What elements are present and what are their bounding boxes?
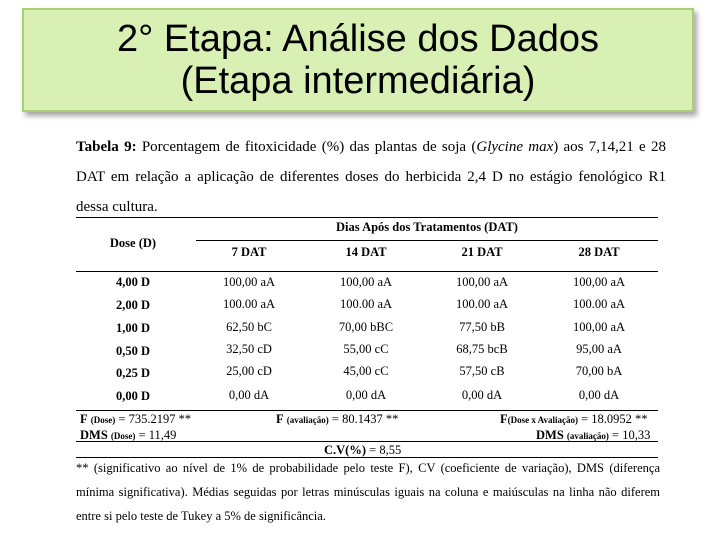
caption-text-after: ) aos 7,14,21 e 28 DAT em relação a aplicação de diferentes doses do herbicida 2,4 D no estágio fenológico R1 dessa cultura. bbox=[76, 139, 666, 215]
table-row-dose: 0,25 D bbox=[115, 366, 151, 380]
f-interaction-sub: (Dose x Avaliação) bbox=[507, 415, 578, 425]
table-cell: 32,50 cD bbox=[226, 342, 272, 356]
table-row-dose: 0,00 D bbox=[115, 389, 151, 403]
table-group-rule bbox=[196, 240, 658, 241]
table-row-dose: 1,00 D bbox=[115, 321, 151, 335]
f-interaction-label: F bbox=[500, 412, 508, 426]
column-header-14dat: 14 DAT bbox=[345, 245, 387, 259]
f-dose-stat bbox=[80, 412, 191, 427]
column-header-21dat: 21 DAT bbox=[461, 245, 503, 259]
table-header-rule bbox=[76, 271, 658, 272]
table-cell: 62,50 bC bbox=[226, 320, 272, 334]
table-cell: 70,00 bBC bbox=[338, 320, 394, 334]
table-cell: 0,00 dA bbox=[461, 388, 503, 402]
f-dose-sub: (Dose) bbox=[90, 415, 116, 425]
table-cell: 0,00 dA bbox=[345, 388, 387, 402]
dms-dose-label: DMS bbox=[80, 428, 108, 442]
caption-label: Tabela 9: bbox=[76, 139, 137, 155]
column-header-7dat: 7 DAT bbox=[231, 245, 267, 259]
dat-group-header: Dias Após dos Tratamentos (DAT) bbox=[336, 220, 518, 234]
table-cell: 25,00 cD bbox=[226, 364, 272, 378]
dms-avaliacao-value: = 10,33 bbox=[612, 428, 651, 442]
table-bottom-rule bbox=[76, 410, 658, 411]
table-row-dose: 2,00 D bbox=[115, 298, 151, 312]
table-cell: 55,00 cC bbox=[343, 342, 389, 356]
table-cell: 100.00 aA bbox=[339, 297, 393, 311]
caption-text-before: Porcentagem de fitoxicidade (%) das plantas de soja ( bbox=[136, 139, 477, 155]
table-cell: 100,00 aA bbox=[572, 275, 626, 289]
f-dose-label: F bbox=[80, 412, 88, 426]
dms-avaliacao-sub: (avaliação) bbox=[566, 431, 609, 441]
table-row-dose: 4,00 D bbox=[115, 275, 151, 289]
table-cell: 100,00 aA bbox=[455, 275, 509, 289]
dms-dose-value: = 11,49 bbox=[138, 428, 177, 442]
slide-title: 2° Etapa: Análise dos Dados bbox=[116, 18, 600, 60]
cv-value: = 8,55 bbox=[369, 443, 402, 457]
f-interaction-value: = 18.0952 ** bbox=[581, 412, 648, 426]
table-cell: 70,00 bA bbox=[575, 364, 623, 378]
dms-avaliacao-stat bbox=[536, 428, 650, 443]
table-cell: 100,00 aA bbox=[572, 320, 626, 334]
f-avaliacao-label: F bbox=[276, 412, 284, 426]
table-cell: 100.00 aA bbox=[572, 297, 626, 311]
dms-dose-stat bbox=[80, 428, 176, 443]
table-top-rule bbox=[76, 217, 658, 218]
table-cell: 45,00 cC bbox=[343, 364, 389, 378]
column-header-28dat: 28 DAT bbox=[578, 245, 620, 259]
slide-subtitle: (Etapa intermediária) bbox=[180, 60, 536, 102]
f-dose-value: = 735.2197 ** bbox=[118, 412, 192, 426]
dms-avaliacao-label: DMS bbox=[536, 428, 564, 442]
slide-title-box bbox=[22, 8, 694, 112]
table-cell: 95,00 aA bbox=[576, 342, 622, 356]
table-cell: 68,75 bcB bbox=[456, 342, 508, 356]
table-row-dose: 0,50 D bbox=[115, 344, 151, 358]
table-cell: 0,00 dA bbox=[578, 388, 620, 402]
dms-dose-sub: (Dose) bbox=[110, 431, 136, 441]
cv-label: C.V(%) bbox=[324, 443, 367, 457]
table-caption bbox=[76, 132, 666, 222]
table-cell: 100,00 aA bbox=[222, 275, 276, 289]
f-avaliacao-value: = 80.1437 ** bbox=[331, 412, 399, 426]
f-avaliacao-stat bbox=[276, 412, 398, 427]
table-cell: 100.00 aA bbox=[455, 297, 509, 311]
table-cell: 0,00 dA bbox=[228, 388, 270, 402]
table-footnote: ** (significativo ao nível de 1% de probabilidade pelo teste F), CV (coeficiente de variação), DMS (diferença mínima significativa). Médias seguidas por letras minúsculas iguais na coluna e maiúsculas na linha não diferem entre si pelo teste de Tukey a 5% de significância. bbox=[76, 461, 660, 523]
table-cell: 100.00 aA bbox=[222, 297, 276, 311]
f-interaction-stat bbox=[500, 412, 648, 427]
table-cell: 57,50 cB bbox=[459, 364, 505, 378]
caption-species: Glycine max bbox=[476, 139, 554, 155]
f-avaliacao-sub: (avaliação) bbox=[286, 415, 329, 425]
table-cell: 77,50 bB bbox=[459, 320, 505, 334]
table-cell: 100,00 aA bbox=[339, 275, 393, 289]
dose-header: Dose (D) bbox=[109, 236, 157, 250]
